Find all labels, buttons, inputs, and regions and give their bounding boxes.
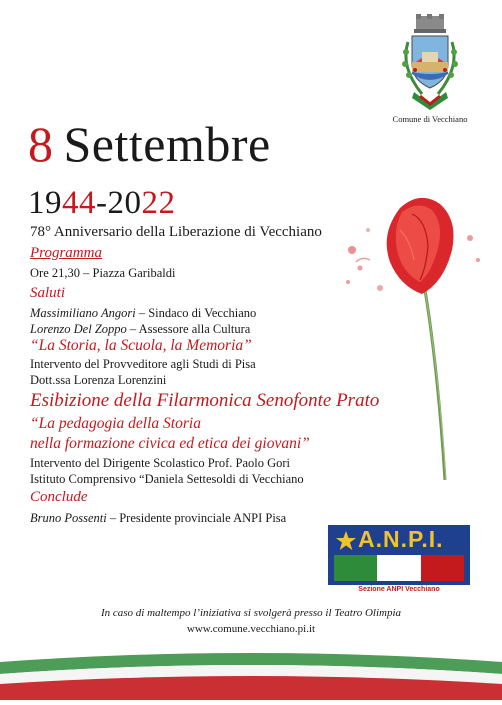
- years-part-c: -20: [96, 185, 142, 221]
- greeting-row-2: [30, 321, 250, 337]
- time-place: Ore 21,30 – Piazza Garibaldi: [30, 266, 176, 280]
- weather-notice: In caso di maltempo l’iniziativa si svolgerà presso il Teatro Olimpia: [100, 607, 402, 619]
- conclusion-name: Bruno Possenti: [30, 511, 107, 525]
- greeting-name-2: Lorenzo Del Zoppo: [30, 322, 127, 336]
- anpi-logo: [328, 525, 470, 585]
- talk-1-line-1: Intervento del Provveditore agli Studi di Pisa: [30, 357, 256, 371]
- band-performance: Esibizione della Filarmonica Senofonte Prato: [30, 390, 380, 411]
- conclusion-row: [30, 510, 286, 526]
- talk-2-title-1: “La pedagogia della Storia: [30, 415, 201, 432]
- anpi-logo-text: A.N.P.I.: [358, 526, 444, 552]
- years-range: [28, 183, 176, 223]
- talk-2-line-1: Intervento del Dirigente Scolastico Prof. Paolo Gori: [30, 456, 291, 470]
- website-url: www.comune.vecchiano.pi.it: [186, 623, 316, 635]
- talk-2-line-2: Istituto Comprensivo “Daniela Settesoldi di Vecchiano: [30, 472, 304, 486]
- greeting-name-1: Massimiliano Angori: [30, 306, 136, 320]
- greeting-role-2: – Assessore alla Cultura: [126, 322, 251, 336]
- conclusion-role: – Presidente provinciale ANPI Pisa: [106, 511, 287, 525]
- greeting-row-1: [30, 305, 256, 321]
- program-heading: Programma: [30, 245, 102, 261]
- anniversary-subtitle: 78° Anniversario della Liberazione di Vecchiano: [30, 224, 322, 240]
- years-part-d: 22: [141, 185, 176, 221]
- years-part-b: 44: [62, 185, 96, 221]
- talk-1-title: “La Storia, la Scuola, la Memoria”: [30, 337, 252, 354]
- talk-2-title-2: nella formazione civica ed etica dei giovani”: [30, 435, 310, 452]
- years-part-a: 19: [28, 185, 62, 221]
- month-name: Settembre: [63, 116, 271, 172]
- talk-1-line-2: Dott.ssa Lorenza Lorenzini: [30, 373, 167, 387]
- greetings-heading: Saluti: [30, 285, 66, 301]
- municipality-label: Comune di Vecchiano: [392, 114, 468, 124]
- poppy-illustration: [340, 190, 490, 490]
- coat-of-arms: [394, 12, 466, 112]
- anpi-caption: Sezione ANPI Vecchiano: [358, 586, 440, 593]
- tricolor-wave: [0, 640, 502, 700]
- event-date-title: [28, 114, 271, 174]
- conclusion-heading: Conclude: [30, 489, 88, 505]
- day-number: 8: [28, 116, 54, 172]
- greeting-role-1: – Sindaco di Vecchiano: [135, 306, 257, 320]
